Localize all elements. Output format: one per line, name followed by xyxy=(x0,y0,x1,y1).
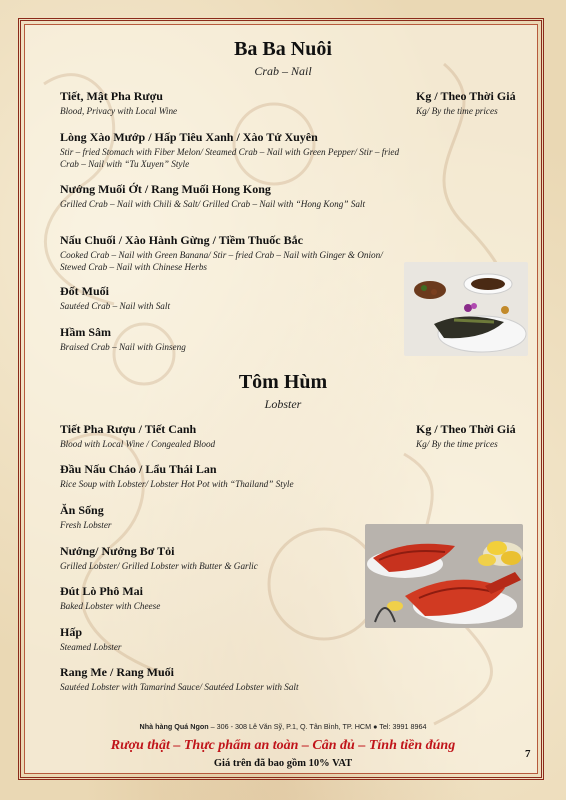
section-title-crab-nail: Ba Ba Nuôi xyxy=(234,38,332,60)
menu-item-name: Đốt Muối xyxy=(60,284,109,298)
menu-item-name: Nấu Chuối / Xào Hành Gừng / Tiềm Thuốc Bắc xyxy=(60,233,303,247)
price-label: Kg / Theo Thời Giá xyxy=(416,89,516,103)
crab-dish-photo xyxy=(404,262,528,356)
menu-item-desc: Sautéed Lobster with Tamarind Sauce/ Sautéed Lobster with Salt xyxy=(60,682,299,692)
menu-item xyxy=(60,89,400,117)
menu-item-desc: Steamed Lobster xyxy=(60,642,122,652)
menu-item-name: Tiết, Mật Pha Rượu xyxy=(60,89,163,103)
slogan: Rượu thật – Thực phẩm an toàn – Cân đủ – Tính tiền đúng xyxy=(110,738,456,753)
menu-item-desc: Baked Lobster with Cheese xyxy=(60,601,161,611)
menu-item-name: Nướng Muối Ớt / Rang Muối Hong Kong xyxy=(60,182,271,196)
price-desc: Kg/ By the time prices xyxy=(416,106,498,116)
restaurant-name: Nhà hàng Quá Ngon xyxy=(139,722,209,731)
menu-item-desc: Fresh Lobster xyxy=(60,520,112,530)
menu-item xyxy=(60,462,400,490)
price-note-lobster xyxy=(416,422,556,450)
menu-item xyxy=(60,233,400,273)
menu-item xyxy=(60,284,400,312)
menu-item-name: Hấp xyxy=(60,625,83,639)
lobster-dish-photo xyxy=(365,524,523,628)
menu-item xyxy=(60,665,400,693)
menu-item-desc: Grilled Crab – Nail with Chili & Salt/ Grilled Crab – Nail with “Hong Kong” Salt xyxy=(60,199,366,209)
menu-item-desc: Blood with Local Wine / Congealed Blood xyxy=(60,439,216,449)
menu-item-desc: Stir – fried Stomach with Fiber Melon/ Steamed Crab – Nail with Green Pepper/ Stir – fried Crab – Nail with “Tu Xuyen” Style xyxy=(60,147,400,169)
price-note-crab-nail xyxy=(416,89,556,117)
menu-item-name: Lòng Xào Mướp / Hấp Tiêu Xanh / Xào Tứ Xuyên xyxy=(60,130,318,144)
menu-item xyxy=(60,625,400,653)
page-number: 7 xyxy=(525,748,531,760)
section-title-lobster: Tôm Hùm xyxy=(238,371,328,393)
menu-item-name: Rang Me / Rang Muối xyxy=(60,665,174,679)
menu-item-name: Tiết Pha Rượu / Tiết Canh xyxy=(60,422,197,436)
section-subtitle-lobster: Lobster xyxy=(264,397,302,411)
menu-item-name: Đầu Nấu Cháo / Lẩu Thái Lan xyxy=(60,462,217,476)
price-desc: Kg/ By the time prices xyxy=(416,439,498,449)
menu-item-name: Hầm Sâm xyxy=(60,325,111,339)
menu-item-name: Nướng/ Nướng Bơ Tỏi xyxy=(60,544,175,558)
vat-note: Giá trên đã bao gồm 10% VAT xyxy=(213,758,353,769)
restaurant-address: – 306 - 308 Lê Văn Sỹ, P.1, Q. Tân Bình, TP. HCM ● Tel: 3991 8964 xyxy=(208,722,427,731)
menu-item-desc: Blood, Privacy with Local Wine xyxy=(60,106,178,116)
footer-address xyxy=(0,722,566,731)
menu-item-desc: Cooked Crab – Nail with Green Banana/ Stir – fried Crab – Nail with Ginger & Onion/ Stewed Crab – Nail with Chinese Herbs xyxy=(60,250,383,272)
menu-item xyxy=(60,584,400,612)
section-subtitle-crab-nail: Crab – Nail xyxy=(254,64,312,78)
price-label: Kg / Theo Thời Giá xyxy=(416,422,516,436)
menu-item xyxy=(60,130,400,170)
menu-item-desc: Grilled Lobster/ Grilled Lobster with Butter & Garlic xyxy=(60,561,258,571)
menu-item xyxy=(60,182,400,210)
menu-item-desc: Sautéed Crab – Nail with Salt xyxy=(60,301,170,311)
menu-item-desc: Braised Crab – Nail with Ginseng xyxy=(60,342,186,352)
menu-item-name: Ăn Sống xyxy=(60,503,104,517)
menu-item xyxy=(60,503,400,531)
menu-item xyxy=(60,325,400,353)
menu-item-name: Đút Lò Phô Mai xyxy=(60,584,144,598)
menu-item xyxy=(60,422,400,450)
menu-item-desc: Rice Soup with Lobster/ Lobster Hot Pot with “Thailand” Style xyxy=(60,479,294,489)
menu-item xyxy=(60,544,400,572)
